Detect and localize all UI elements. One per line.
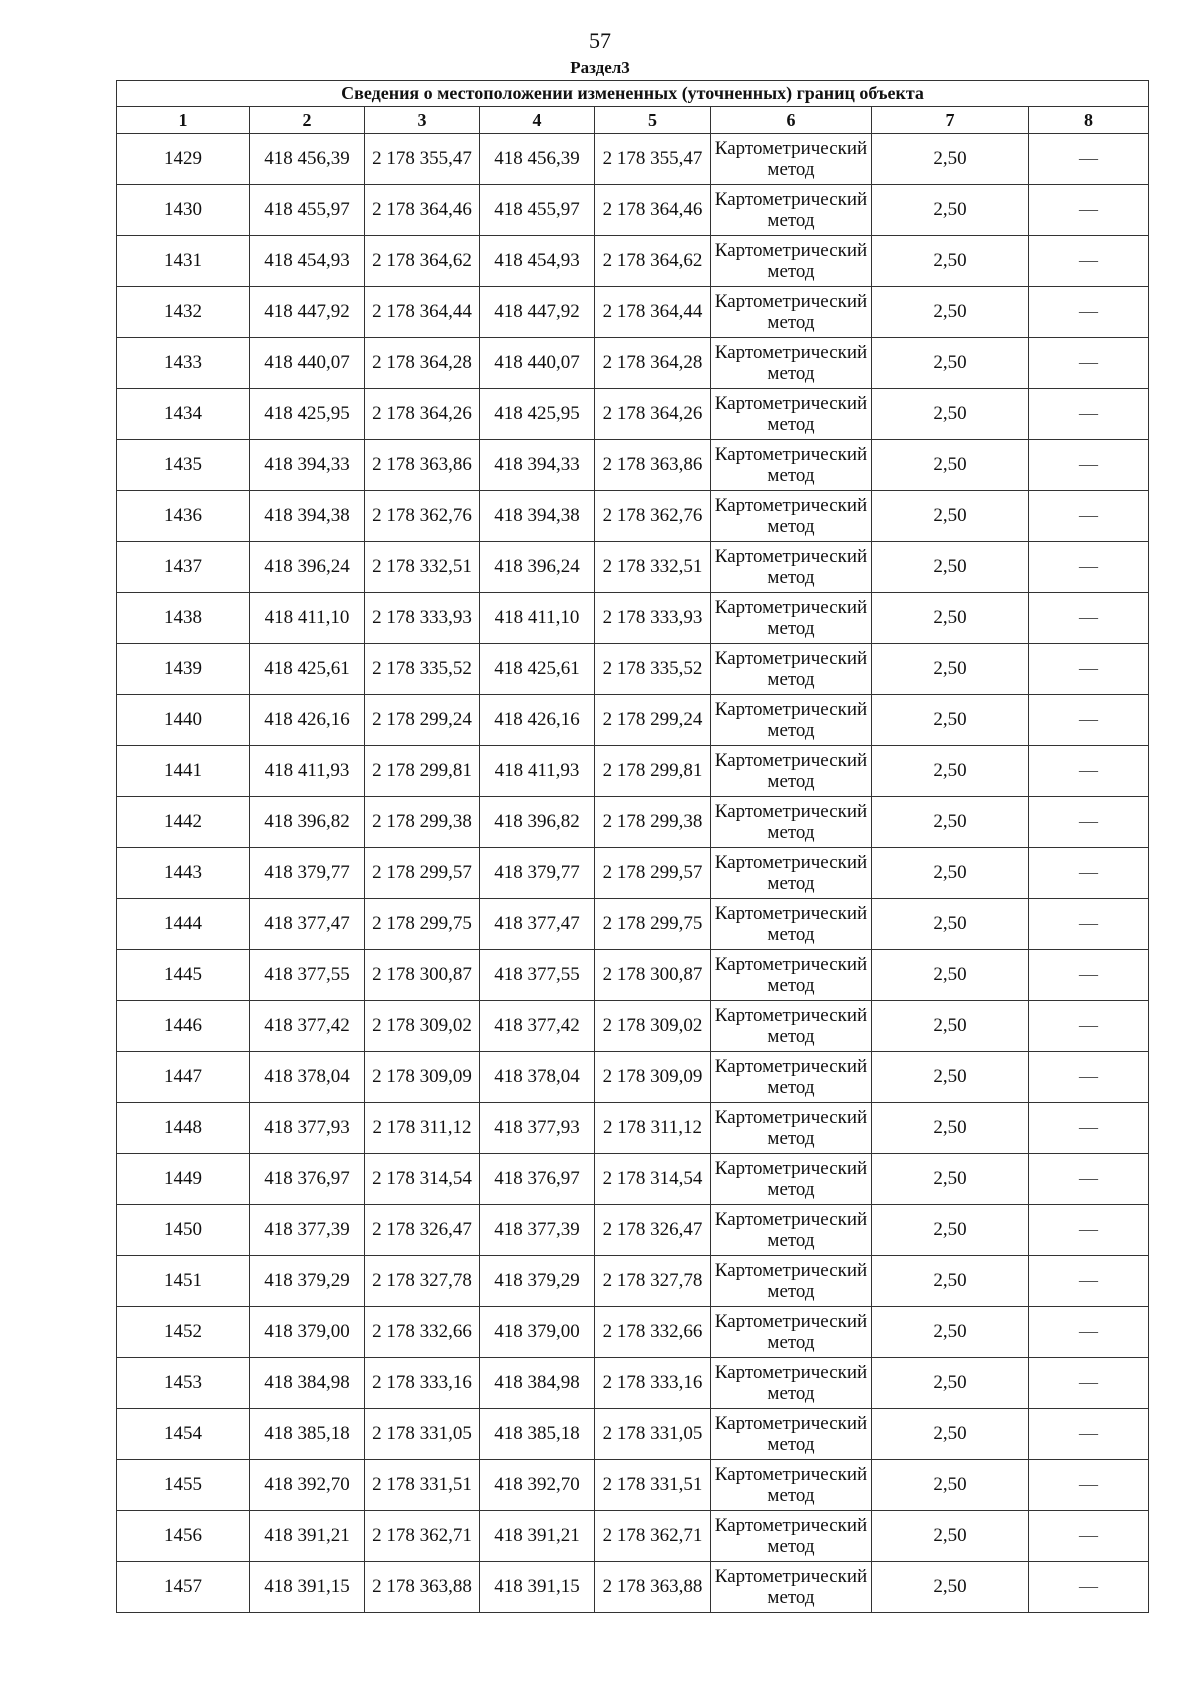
column-number: 3 — [365, 107, 480, 134]
table-row — [117, 185, 1149, 236]
x-new-cell: 418 455,97 — [480, 185, 595, 236]
y-old-cell: 2 178 362,71 — [365, 1511, 480, 1562]
x-new-cell: 418 391,21 — [480, 1511, 595, 1562]
y-new-cell: 2 178 299,75 — [595, 899, 711, 950]
table-row — [117, 1154, 1149, 1205]
y-old-cell: 2 178 362,76 — [365, 491, 480, 542]
table-row — [117, 389, 1149, 440]
x-old-cell: 418 456,39 — [250, 134, 365, 185]
x-old-cell: 418 411,93 — [250, 746, 365, 797]
x-new-cell: 418 440,07 — [480, 338, 595, 389]
point-number-cell: 1446 — [117, 1001, 250, 1052]
point-number-cell: 1445 — [117, 950, 250, 1001]
point-number-cell: 1436 — [117, 491, 250, 542]
x-old-cell: 418 426,16 — [250, 695, 365, 746]
y-old-cell: 2 178 333,16 — [365, 1358, 480, 1409]
accuracy-cell: 2,50 — [872, 185, 1029, 236]
table-row — [117, 644, 1149, 695]
table-row — [117, 848, 1149, 899]
table-row — [117, 746, 1149, 797]
y-old-cell: 2 178 300,87 — [365, 950, 480, 1001]
x-old-cell: 418 425,61 — [250, 644, 365, 695]
method-cell: Картометрический метод — [711, 185, 872, 236]
table-row — [117, 1256, 1149, 1307]
accuracy-cell: 2,50 — [872, 797, 1029, 848]
y-new-cell: 2 178 300,87 — [595, 950, 711, 1001]
description-cell: — — [1029, 950, 1149, 1001]
point-number-cell: 1429 — [117, 134, 250, 185]
y-new-cell: 2 178 314,54 — [595, 1154, 711, 1205]
x-new-cell: 418 425,61 — [480, 644, 595, 695]
method-cell: Картометрический метод — [711, 593, 872, 644]
point-number-cell: 1440 — [117, 695, 250, 746]
method-cell: Картометрический метод — [711, 1358, 872, 1409]
y-new-cell: 2 178 364,44 — [595, 287, 711, 338]
method-cell: Картометрический метод — [711, 1205, 872, 1256]
x-new-cell: 418 394,33 — [480, 440, 595, 491]
accuracy-cell: 2,50 — [872, 1511, 1029, 1562]
column-number: 6 — [711, 107, 872, 134]
accuracy-cell: 2,50 — [872, 695, 1029, 746]
accuracy-cell: 2,50 — [872, 1205, 1029, 1256]
accuracy-cell: 2,50 — [872, 134, 1029, 185]
description-cell: — — [1029, 236, 1149, 287]
x-new-cell: 418 426,16 — [480, 695, 595, 746]
table-body — [117, 134, 1149, 1613]
method-cell: Картометрический метод — [711, 1052, 872, 1103]
table-row — [117, 542, 1149, 593]
table-row — [117, 695, 1149, 746]
x-new-cell: 418 447,92 — [480, 287, 595, 338]
y-old-cell: 2 178 363,86 — [365, 440, 480, 491]
y-new-cell: 2 178 363,88 — [595, 1562, 711, 1613]
method-cell: Картометрический метод — [711, 848, 872, 899]
description-cell: — — [1029, 1256, 1149, 1307]
y-old-cell: 2 178 335,52 — [365, 644, 480, 695]
accuracy-cell: 2,50 — [872, 1307, 1029, 1358]
x-old-cell: 418 379,77 — [250, 848, 365, 899]
point-number-cell: 1450 — [117, 1205, 250, 1256]
method-cell: Картометрический метод — [711, 338, 872, 389]
point-number-cell: 1430 — [117, 185, 250, 236]
table-row — [117, 950, 1149, 1001]
y-new-cell: 2 178 335,52 — [595, 644, 711, 695]
y-new-cell: 2 178 355,47 — [595, 134, 711, 185]
method-cell: Картометрический метод — [711, 1154, 872, 1205]
description-cell: — — [1029, 491, 1149, 542]
point-number-cell: 1449 — [117, 1154, 250, 1205]
point-number-cell: 1448 — [117, 1103, 250, 1154]
x-new-cell: 418 379,29 — [480, 1256, 595, 1307]
table-row — [117, 134, 1149, 185]
description-cell: — — [1029, 695, 1149, 746]
table-row — [117, 797, 1149, 848]
y-new-cell: 2 178 332,66 — [595, 1307, 711, 1358]
accuracy-cell: 2,50 — [872, 593, 1029, 644]
y-old-cell: 2 178 355,47 — [365, 134, 480, 185]
description-cell: — — [1029, 593, 1149, 644]
coordinates-table — [116, 80, 1149, 1613]
column-number: 1 — [117, 107, 250, 134]
accuracy-cell: 2,50 — [872, 899, 1029, 950]
description-cell: — — [1029, 797, 1149, 848]
method-cell: Картометрический метод — [711, 1460, 872, 1511]
y-new-cell: 2 178 331,05 — [595, 1409, 711, 1460]
point-number-cell: 1455 — [117, 1460, 250, 1511]
description-cell: — — [1029, 338, 1149, 389]
description-cell: — — [1029, 287, 1149, 338]
y-new-cell: 2 178 362,71 — [595, 1511, 711, 1562]
table-row — [117, 1205, 1149, 1256]
x-new-cell: 418 385,18 — [480, 1409, 595, 1460]
method-cell: Картометрический метод — [711, 797, 872, 848]
table-row — [117, 1511, 1149, 1562]
accuracy-cell: 2,50 — [872, 950, 1029, 1001]
accuracy-cell: 2,50 — [872, 1103, 1029, 1154]
point-number-cell: 1444 — [117, 899, 250, 950]
method-cell: Картометрический метод — [711, 1562, 872, 1613]
y-new-cell: 2 178 299,24 — [595, 695, 711, 746]
description-cell: — — [1029, 1052, 1149, 1103]
accuracy-cell: 2,50 — [872, 1409, 1029, 1460]
column-number: 8 — [1029, 107, 1149, 134]
point-number-cell: 1454 — [117, 1409, 250, 1460]
x-new-cell: 418 384,98 — [480, 1358, 595, 1409]
accuracy-cell: 2,50 — [872, 1154, 1029, 1205]
x-old-cell: 418 377,55 — [250, 950, 365, 1001]
accuracy-cell: 2,50 — [872, 848, 1029, 899]
x-new-cell: 418 456,39 — [480, 134, 595, 185]
table-row — [117, 1001, 1149, 1052]
y-new-cell: 2 178 364,26 — [595, 389, 711, 440]
description-cell: — — [1029, 1358, 1149, 1409]
accuracy-cell: 2,50 — [872, 491, 1029, 542]
accuracy-cell: 2,50 — [872, 1256, 1029, 1307]
description-cell: — — [1029, 644, 1149, 695]
x-new-cell: 418 411,10 — [480, 593, 595, 644]
y-old-cell: 2 178 299,75 — [365, 899, 480, 950]
x-new-cell: 418 454,93 — [480, 236, 595, 287]
y-new-cell: 2 178 327,78 — [595, 1256, 711, 1307]
point-number-cell: 1443 — [117, 848, 250, 899]
method-cell: Картометрический метод — [711, 950, 872, 1001]
description-cell: — — [1029, 1154, 1149, 1205]
description-cell: — — [1029, 1409, 1149, 1460]
x-old-cell: 418 447,92 — [250, 287, 365, 338]
table-row — [117, 491, 1149, 542]
x-old-cell: 418 379,00 — [250, 1307, 365, 1358]
y-new-cell: 2 178 332,51 — [595, 542, 711, 593]
x-new-cell: 418 377,55 — [480, 950, 595, 1001]
method-cell: Картометрический метод — [711, 899, 872, 950]
x-old-cell: 418 440,07 — [250, 338, 365, 389]
x-new-cell: 418 377,47 — [480, 899, 595, 950]
description-cell: — — [1029, 848, 1149, 899]
x-new-cell: 418 411,93 — [480, 746, 595, 797]
x-new-cell: 418 379,00 — [480, 1307, 595, 1358]
description-cell: — — [1029, 899, 1149, 950]
method-cell: Картометрический метод — [711, 236, 872, 287]
y-new-cell: 2 178 364,62 — [595, 236, 711, 287]
description-cell: — — [1029, 389, 1149, 440]
table-row — [117, 440, 1149, 491]
accuracy-cell: 2,50 — [872, 236, 1029, 287]
table-row — [117, 1103, 1149, 1154]
point-number-cell: 1447 — [117, 1052, 250, 1103]
y-old-cell: 2 178 326,47 — [365, 1205, 480, 1256]
description-cell: — — [1029, 1103, 1149, 1154]
y-old-cell: 2 178 364,26 — [365, 389, 480, 440]
y-new-cell: 2 178 333,16 — [595, 1358, 711, 1409]
x-new-cell: 418 391,15 — [480, 1562, 595, 1613]
x-old-cell: 418 391,21 — [250, 1511, 365, 1562]
method-cell: Картометрический метод — [711, 491, 872, 542]
x-old-cell: 418 454,93 — [250, 236, 365, 287]
accuracy-cell: 2,50 — [872, 746, 1029, 797]
point-number-cell: 1431 — [117, 236, 250, 287]
point-number-cell: 1452 — [117, 1307, 250, 1358]
y-new-cell: 2 178 299,57 — [595, 848, 711, 899]
x-new-cell: 418 425,95 — [480, 389, 595, 440]
method-cell: Картометрический метод — [711, 389, 872, 440]
method-cell: Картометрический метод — [711, 134, 872, 185]
accuracy-cell: 2,50 — [872, 440, 1029, 491]
point-number-cell: 1456 — [117, 1511, 250, 1562]
x-new-cell: 418 378,04 — [480, 1052, 595, 1103]
y-new-cell: 2 178 309,09 — [595, 1052, 711, 1103]
y-old-cell: 2 178 331,51 — [365, 1460, 480, 1511]
y-new-cell: 2 178 326,47 — [595, 1205, 711, 1256]
table-row — [117, 1052, 1149, 1103]
y-old-cell: 2 178 332,51 — [365, 542, 480, 593]
y-old-cell: 2 178 299,38 — [365, 797, 480, 848]
accuracy-cell: 2,50 — [872, 1001, 1029, 1052]
x-old-cell: 418 378,04 — [250, 1052, 365, 1103]
y-old-cell: 2 178 309,09 — [365, 1052, 480, 1103]
x-old-cell: 418 394,33 — [250, 440, 365, 491]
column-number: 2 — [250, 107, 365, 134]
y-old-cell: 2 178 364,44 — [365, 287, 480, 338]
y-new-cell: 2 178 333,93 — [595, 593, 711, 644]
description-cell: — — [1029, 746, 1149, 797]
column-number: 7 — [872, 107, 1029, 134]
x-old-cell: 418 394,38 — [250, 491, 365, 542]
x-old-cell: 418 377,47 — [250, 899, 365, 950]
x-old-cell: 418 396,82 — [250, 797, 365, 848]
table-row — [117, 1460, 1149, 1511]
x-old-cell: 418 425,95 — [250, 389, 365, 440]
description-cell: — — [1029, 542, 1149, 593]
point-number-cell: 1435 — [117, 440, 250, 491]
section-title: Раздел3 — [570, 58, 630, 77]
x-old-cell: 418 391,15 — [250, 1562, 365, 1613]
table-row — [117, 338, 1149, 389]
table-row — [117, 899, 1149, 950]
accuracy-cell: 2,50 — [872, 644, 1029, 695]
point-number-cell: 1432 — [117, 287, 250, 338]
y-old-cell: 2 178 364,46 — [365, 185, 480, 236]
description-cell: — — [1029, 185, 1149, 236]
x-old-cell: 418 376,97 — [250, 1154, 365, 1205]
y-new-cell: 2 178 363,86 — [595, 440, 711, 491]
method-cell: Картометрический метод — [711, 1307, 872, 1358]
y-new-cell: 2 178 299,81 — [595, 746, 711, 797]
point-number-cell: 1437 — [117, 542, 250, 593]
y-new-cell: 2 178 362,76 — [595, 491, 711, 542]
y-old-cell: 2 178 299,57 — [365, 848, 480, 899]
accuracy-cell: 2,50 — [872, 1460, 1029, 1511]
y-old-cell: 2 178 327,78 — [365, 1256, 480, 1307]
description-cell: — — [1029, 1001, 1149, 1052]
x-old-cell: 418 455,97 — [250, 185, 365, 236]
table-caption: Сведения о местоположении измененных (уточненных) границ объекта — [117, 81, 1149, 107]
table-row — [117, 236, 1149, 287]
y-old-cell: 2 178 314,54 — [365, 1154, 480, 1205]
x-new-cell: 418 376,97 — [480, 1154, 595, 1205]
method-cell: Картометрический метод — [711, 542, 872, 593]
method-cell: Картометрический метод — [711, 746, 872, 797]
description-cell: — — [1029, 1562, 1149, 1613]
table-row — [117, 1562, 1149, 1613]
method-cell: Картометрический метод — [711, 287, 872, 338]
y-new-cell: 2 178 331,51 — [595, 1460, 711, 1511]
x-new-cell: 418 377,39 — [480, 1205, 595, 1256]
y-old-cell: 2 178 363,88 — [365, 1562, 480, 1613]
y-new-cell: 2 178 364,28 — [595, 338, 711, 389]
y-new-cell: 2 178 364,46 — [595, 185, 711, 236]
y-new-cell: 2 178 299,38 — [595, 797, 711, 848]
table-row — [117, 1409, 1149, 1460]
point-number-cell: 1434 — [117, 389, 250, 440]
x-new-cell: 418 396,24 — [480, 542, 595, 593]
accuracy-cell: 2,50 — [872, 389, 1029, 440]
method-cell: Картометрический метод — [711, 1001, 872, 1052]
method-cell: Картометрический метод — [711, 1511, 872, 1562]
column-number: 5 — [595, 107, 711, 134]
x-new-cell: 418 377,93 — [480, 1103, 595, 1154]
description-cell: — — [1029, 1307, 1149, 1358]
x-old-cell: 418 385,18 — [250, 1409, 365, 1460]
description-cell: — — [1029, 1511, 1149, 1562]
method-cell: Картометрический метод — [711, 695, 872, 746]
y-old-cell: 2 178 299,81 — [365, 746, 480, 797]
method-cell: Картометрический метод — [711, 1103, 872, 1154]
column-number-row — [117, 107, 1149, 134]
y-old-cell: 2 178 332,66 — [365, 1307, 480, 1358]
y-new-cell: 2 178 309,02 — [595, 1001, 711, 1052]
point-number-cell: 1457 — [117, 1562, 250, 1613]
x-old-cell: 418 396,24 — [250, 542, 365, 593]
x-old-cell: 418 392,70 — [250, 1460, 365, 1511]
y-new-cell: 2 178 311,12 — [595, 1103, 711, 1154]
accuracy-cell: 2,50 — [872, 287, 1029, 338]
y-old-cell: 2 178 364,62 — [365, 236, 480, 287]
x-new-cell: 418 396,82 — [480, 797, 595, 848]
point-number-cell: 1439 — [117, 644, 250, 695]
method-cell: Картометрический метод — [711, 1256, 872, 1307]
point-number-cell: 1441 — [117, 746, 250, 797]
table-row — [117, 593, 1149, 644]
x-new-cell: 418 394,38 — [480, 491, 595, 542]
page-number: 57 — [589, 28, 611, 53]
point-number-cell: 1442 — [117, 797, 250, 848]
description-cell: — — [1029, 1460, 1149, 1511]
description-cell: — — [1029, 1205, 1149, 1256]
y-old-cell: 2 178 331,05 — [365, 1409, 480, 1460]
accuracy-cell: 2,50 — [872, 1562, 1029, 1613]
x-new-cell: 418 379,77 — [480, 848, 595, 899]
x-old-cell: 418 377,42 — [250, 1001, 365, 1052]
y-old-cell: 2 178 299,24 — [365, 695, 480, 746]
accuracy-cell: 2,50 — [872, 542, 1029, 593]
point-number-cell: 1451 — [117, 1256, 250, 1307]
x-old-cell: 418 377,39 — [250, 1205, 365, 1256]
accuracy-cell: 2,50 — [872, 338, 1029, 389]
y-old-cell: 2 178 311,12 — [365, 1103, 480, 1154]
point-number-cell: 1438 — [117, 593, 250, 644]
x-old-cell: 418 411,10 — [250, 593, 365, 644]
description-cell: — — [1029, 440, 1149, 491]
x-old-cell: 418 377,93 — [250, 1103, 365, 1154]
x-new-cell: 418 392,70 — [480, 1460, 595, 1511]
x-new-cell: 418 377,42 — [480, 1001, 595, 1052]
y-old-cell: 2 178 309,02 — [365, 1001, 480, 1052]
x-old-cell: 418 379,29 — [250, 1256, 365, 1307]
table-row — [117, 1307, 1149, 1358]
point-number-cell: 1453 — [117, 1358, 250, 1409]
point-number-cell: 1433 — [117, 338, 250, 389]
table-row — [117, 1358, 1149, 1409]
description-cell: — — [1029, 134, 1149, 185]
table-row — [117, 287, 1149, 338]
y-old-cell: 2 178 364,28 — [365, 338, 480, 389]
method-cell: Картометрический метод — [711, 644, 872, 695]
y-old-cell: 2 178 333,93 — [365, 593, 480, 644]
column-number: 4 — [480, 107, 595, 134]
method-cell: Картометрический метод — [711, 1409, 872, 1460]
method-cell: Картометрический метод — [711, 440, 872, 491]
accuracy-cell: 2,50 — [872, 1052, 1029, 1103]
accuracy-cell: 2,50 — [872, 1358, 1029, 1409]
x-old-cell: 418 384,98 — [250, 1358, 365, 1409]
